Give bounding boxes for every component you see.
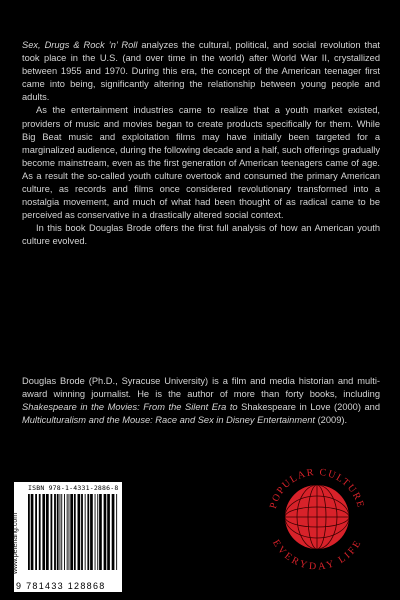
barcode-bar (90, 494, 93, 570)
blurb-paragraph-1-text: analyzes the cultural, political, and social revolution that took place in the U.S. (and over time in the world) after World War II, crystallized between 1955 and 1970. During this era, the concept of the American teenager first came into being, significantly altering the relationship between young people and adults. (22, 40, 380, 103)
barcode-bar (116, 494, 117, 570)
barcode-bar (54, 494, 56, 570)
barcode-bar (39, 494, 41, 570)
back-cover-blurb (22, 39, 380, 249)
barcode-bar (31, 494, 34, 570)
barcode-bar (87, 494, 89, 570)
barcode-bar (107, 494, 110, 570)
bio-book-title-2: Multiculturalism and the Mouse: Race and Sex in Disney Entertainment (22, 415, 315, 426)
bio-book-title-1: Shakespeare in the Movies: From the Silent Era to (22, 402, 238, 413)
bio-text-1: Douglas Brode (Ph.D., Syracuse University) is a film and media historian and multi-award winning journalist. He is the author of more than forty books, including (22, 376, 380, 400)
blurb-paragraph-3: In this book Douglas Brode offers the first full analysis of how an American youth culture evolved. (22, 223, 380, 247)
isbn-barcode-block (14, 482, 122, 592)
barcode-bar (51, 494, 53, 570)
author-bio (22, 375, 380, 427)
isbn-label: ISBN 978-1-4331-2886-8 (28, 484, 119, 492)
barcode-bar (46, 494, 49, 570)
barcode-bar (85, 494, 86, 570)
barcode-bar (28, 494, 30, 570)
barcode-bar (104, 494, 107, 570)
blurb-paragraph-2: As the entertainment industries came to realize that a youth market existed, providers of music and movies began to create products specifically for them. While Big Beat music and exploitation films may have initially been targeted for a marginalized audience, during the following decade and a half, such offerings gradually become mainstream, even as the first generation of American teenagers came of age. As a result the so-called youth culture overtook and consumed the primary American culture, as records and films once considered revolutionary transformed into a nostalgia movement, and much of what had been thought of as radical came to be perceived as conservative in a drastically altered social context. (22, 105, 380, 221)
barcode-bar (69, 494, 70, 570)
barcode-bar (70, 494, 73, 570)
barcode-bar (42, 494, 45, 570)
series-name-top: POPULAR CULTURE (267, 466, 367, 510)
book-title: Sex, Drugs & Rock ’n’ Roll (22, 40, 138, 50)
bio-text-3: (2009). (315, 415, 348, 426)
barcode-bar (95, 494, 96, 570)
barcode-bar (57, 494, 59, 570)
publisher-website: www.peterlang.com (12, 512, 19, 574)
popular-culture-series-emblem (262, 462, 372, 572)
barcode-bar (64, 494, 65, 570)
barcode-bar (61, 494, 62, 570)
series-name-bottom: EVERYDAY LIFE (270, 537, 364, 572)
barcode-bar (67, 494, 68, 570)
ean-digits: 9 781433 128868 (16, 581, 106, 591)
barcode-bar (35, 494, 37, 570)
barcode-bar (112, 494, 115, 570)
barcode-bar (78, 494, 81, 570)
barcode-bar (60, 494, 61, 570)
barcode-bar (97, 494, 98, 570)
barcode-bar (81, 494, 83, 570)
blurb-paragraph-1 (22, 39, 380, 104)
barcode-bar (74, 494, 76, 570)
barcode (26, 494, 120, 572)
bio-text-2: Shakespeare in Love (2000) and (237, 402, 381, 413)
barcode-bar (99, 494, 102, 570)
